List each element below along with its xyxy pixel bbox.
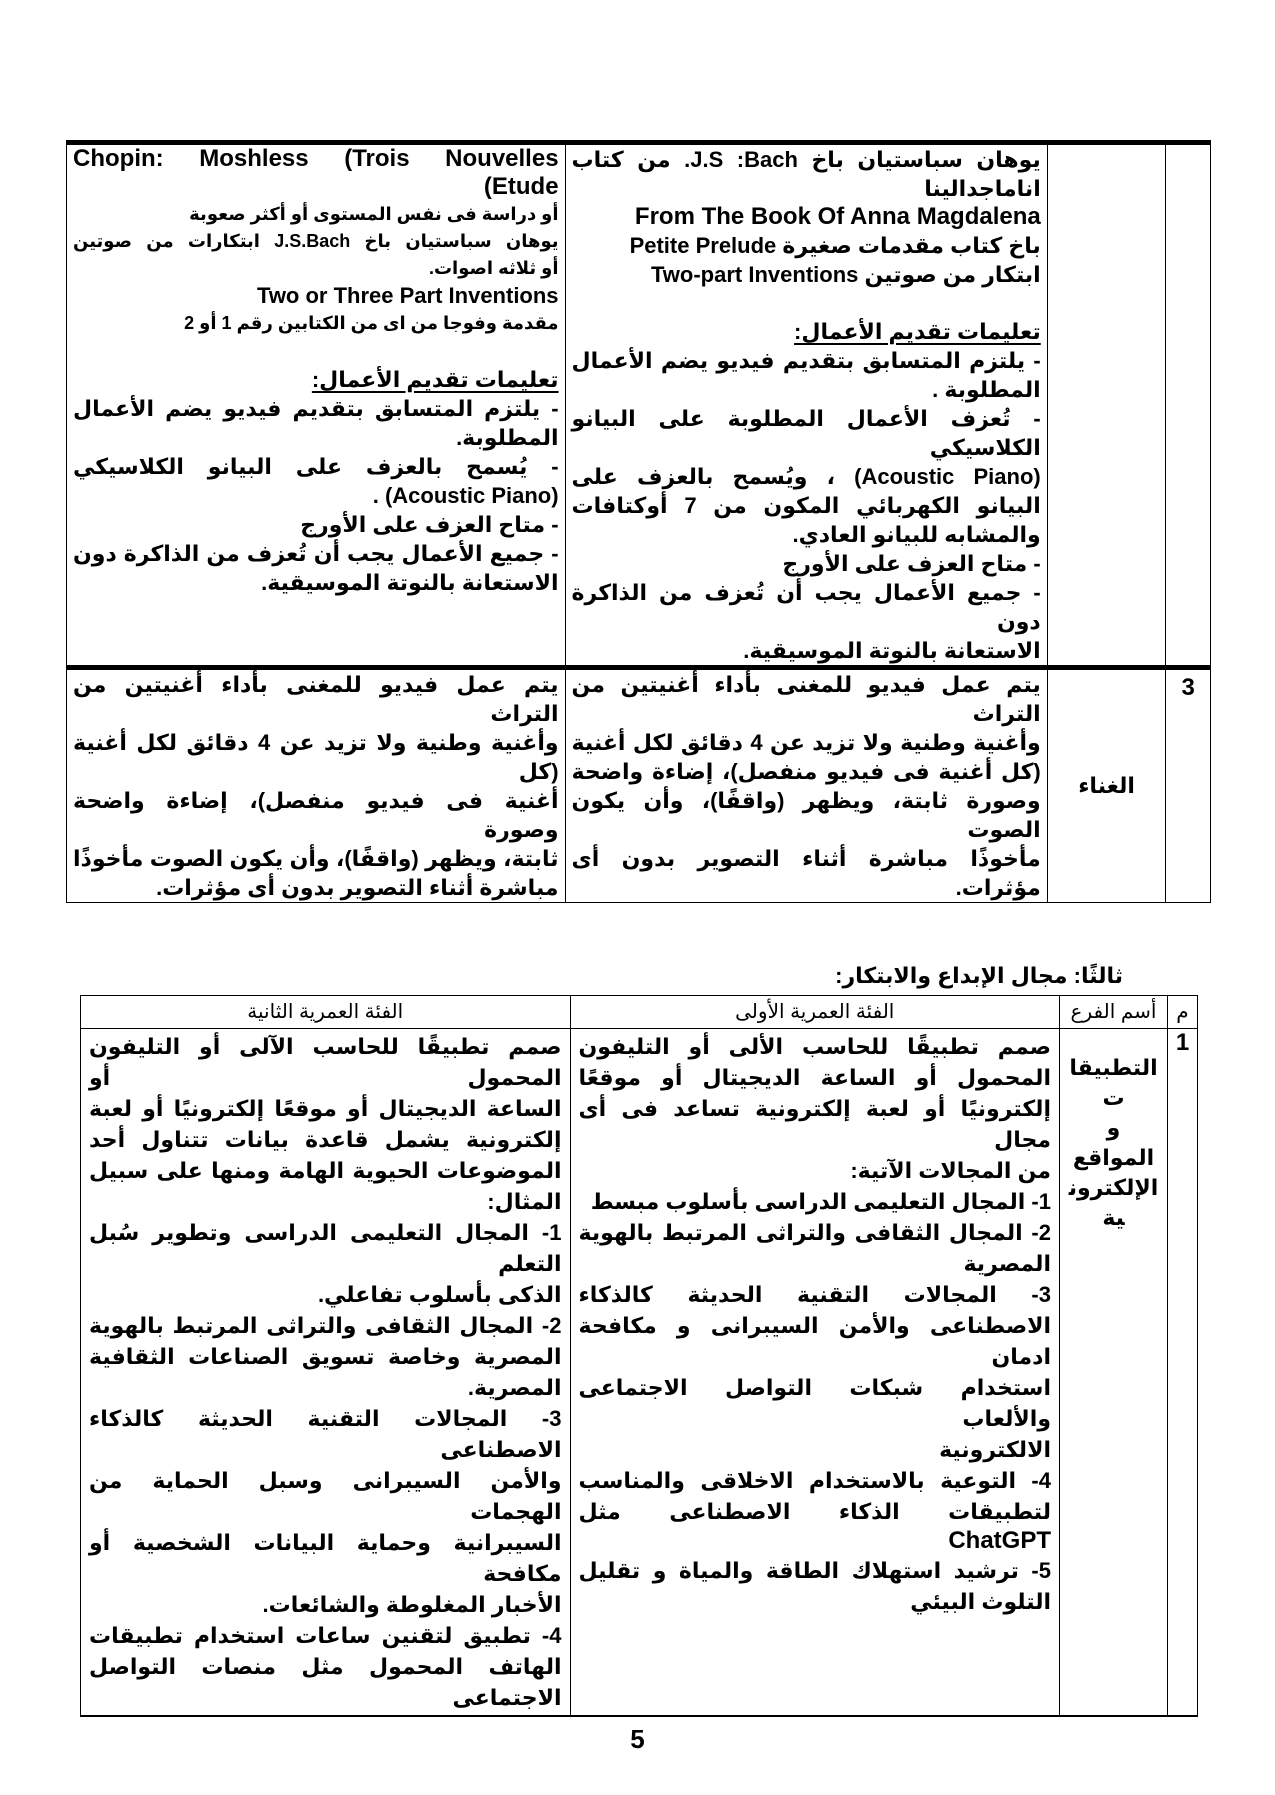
bullet-line: - يلتزم المتسابق بتقديم فيديو يضم الأعمال: [571, 348, 1041, 373]
text-line: الهاتف المحمول مثل منصات التواصل الاجتماعى: [89, 1654, 562, 1710]
bullet-line: (Acoustic Piano) ، ويُسمح بالعزف على: [571, 464, 1041, 489]
text-line: مقدمة وفوجا من اى من الكتابين رقم 1 أو 2: [184, 313, 559, 333]
instructions-heading: تعليمات تقديم الأعمال:: [311, 367, 559, 392]
bullet-line: - جميع الأعمال يجب أن تُعزف من الذاكرة دون: [571, 580, 1041, 634]
bullet-line: (Acoustic Piano) .: [372, 483, 559, 508]
section-heading: ثالثًا: مجال الإبداع والابتكار:: [835, 963, 1123, 988]
text-line: 2- المجال الثقافى والتراثى المرتبط بالهوية: [578, 1220, 1051, 1245]
second-age-group-cell: [67, 668, 566, 903]
text-line: صمم تطبيقًا للحاسب الآلى أو التليفون المحمول أو: [89, 1034, 562, 1090]
text-line: مأخوذًا مباشرة أثناء التصوير بدون أى مؤثرات.: [571, 846, 1041, 900]
table-row-piano: [67, 143, 1211, 668]
first-age-group-cell: [565, 143, 1047, 668]
bullet-line: الاستعانة بالنوتة الموسيقية.: [743, 638, 1041, 663]
text-line: وصورة ثابتة، ويظهر (واقفًا)، وأن يكون الصوت: [571, 788, 1041, 842]
branch-name: [1060, 1029, 1168, 1717]
branch-cell: [1047, 143, 1166, 668]
bullet-line: - تُعزف الأعمال المطلوبة على البيانو الكلاسيكي: [571, 406, 1041, 460]
text-line: 5- ترشيد استهلاك الطاقة والمياة و تقليل: [578, 1558, 1051, 1583]
text-line: المثال:: [487, 1189, 562, 1214]
text-line: يوهان سباستيان باخ J.S :Bach. من كتاب: [571, 147, 1041, 172]
header-second-age-group: الفئة العمرية الثانية: [81, 996, 571, 1029]
bullet-line: والمشابه للبيانو العادي.: [792, 522, 1041, 547]
instructions-heading: تعليمات تقديم الأعمال:: [794, 319, 1041, 344]
header-first-age-group: الفئة العمرية الأولى: [570, 996, 1060, 1029]
second-age-group-cell: [67, 143, 566, 668]
bullet-line: الاستعانة بالنوتة الموسيقية.: [261, 570, 559, 595]
text-line: وأغنية وطنية ولا تزيد عن 4 دقائق لكل أغنية (كل: [73, 730, 559, 784]
branch-line: و: [1106, 1115, 1121, 1140]
text-line: الأخبار المغلوطة والشائعات.: [262, 1592, 562, 1617]
text-line: الذكى بأسلوب تفاعلي.: [317, 1282, 562, 1307]
bullet-line: - يلتزم المتسابق بتقديم فيديو يضم الأعمال: [73, 396, 559, 421]
text-line: صمم تطبيقًا للحاسب الألى أو التليفون: [578, 1034, 1051, 1059]
text-line: السيبرانية وحماية البيانات الشخصية أو مكافحة: [89, 1530, 562, 1586]
text-line: وأغنية وطنية ولا تزيد عن 4 دقائق لكل أغنية: [571, 730, 1041, 755]
bullet-line: المطلوبة.: [456, 425, 559, 450]
branch-line: التطبيقات: [1069, 1055, 1158, 1110]
text-line: يوهان سباستيان باخ J.S.Bach ابتكارات من صوتين: [73, 231, 559, 251]
text-line: الساعة الديجيتال أو موقعًا إلكترونيًا أو لعبة: [89, 1096, 562, 1121]
text-line: أغنية فى فيديو منفصل)، إضاءة واضحة وصورة: [73, 788, 559, 842]
text-line: 2- المجال الثقافى والتراثى المرتبط بالهوية: [89, 1313, 562, 1338]
text-line: الالكترونية: [939, 1437, 1051, 1462]
book-title: From The Book Of Anna Magdalena: [634, 203, 1041, 230]
text-line: المصرية وخاصة تسويق الصناعات الثقافية: [89, 1344, 562, 1369]
bullet-line: - متاح العزف على الأورج: [300, 512, 559, 537]
branch-name: الغناء: [1047, 668, 1166, 903]
bullet-line: المطلوبة .: [932, 377, 1041, 402]
text-line: المصرية.: [467, 1375, 562, 1400]
text-line: ChatGPT: [948, 1527, 1051, 1554]
row-number-cell: [1166, 143, 1211, 668]
text-line: ابتكار من صوتين Two-part Inventions: [651, 262, 1041, 287]
header-branch: أسم الفرع: [1060, 996, 1168, 1029]
text-line: والأمن السيبرانى وسبل الحماية من الهجمات: [89, 1468, 562, 1524]
row-number: 3: [1166, 668, 1211, 903]
text-line: أو ثلاثه اصوات.: [428, 258, 559, 278]
bullet-line: - جميع الأعمال يجب أن تُعزف من الذاكرة دون: [73, 541, 559, 566]
text-line: مباشرة أثناء التصوير بدون أى مؤثرات.: [156, 875, 559, 900]
text-line: 1- المجال التعليمى الدراسى بأسلوب مبسط: [590, 1189, 1051, 1214]
text-line: يتم عمل فيديو للمغنى بأداء أغنيتين من التراث: [571, 672, 1041, 726]
text-line: التلوث البيئي: [910, 1589, 1051, 1614]
text-line: المحمول أو الساعة الديجيتال أو موقعًا: [578, 1065, 1051, 1090]
competition-table-innovation: [80, 995, 1198, 1717]
inventions-title: Two or Three Part Inventions: [257, 283, 559, 308]
text-line: استخدام شبكات التواصل الاجتماعى والألعاب: [578, 1375, 1051, 1431]
bullet-line: البيانو الكهربائي المكون من 7 أوكتافات: [571, 493, 1041, 518]
text-line: الاصطناعى والأمن السيبرانى و مكافحة ادمان: [578, 1313, 1051, 1369]
branch-line: الإلكترونية: [1068, 1175, 1159, 1230]
text-line: إلكترونية يشمل قاعدة بيانات تتناول أحد: [89, 1127, 562, 1152]
text-line: 1- المجال التعليمى الدراسى وتطوير سُبل التعلم: [89, 1220, 562, 1276]
text-line: ثابتة، ويظهر (واقفًا)، وأن يكون الصوت مأخوذًا: [73, 846, 559, 871]
bullet-line: - متاح العزف على الأورج: [782, 551, 1041, 576]
table-row-apps: [81, 1029, 1198, 1717]
second-age-group-cell: [81, 1029, 571, 1717]
text-line: من المجالات الآتية:: [850, 1158, 1051, 1183]
text-line: أو دراسة فى نفس المستوى أو أكثر صعوبة: [189, 204, 559, 224]
text-line: المصرية: [963, 1251, 1051, 1276]
first-age-group-cell: [570, 1029, 1060, 1717]
text-line: (كل أغنية فى فيديو منفصل)، إضاءة واضحة: [571, 759, 1041, 784]
text-line: الموضوعات الحيوية الهامة ومنها على سبيل: [89, 1158, 562, 1183]
table-header-row: [81, 996, 1198, 1029]
page-number: 5: [630, 1724, 645, 1754]
branch-line: المواقع: [1072, 1145, 1155, 1170]
text-line: 3- المجالات التقنية الحديثة كالذكاء: [578, 1282, 1051, 1307]
text-line: 4- تطبيق لتقنين ساعات استخدام تطبيقات: [89, 1623, 562, 1648]
text-line: باخ كتاب مقدمات صغيرة Petite Prelude: [629, 233, 1041, 258]
text-line: لتطبيقات الذكاء الاصطناعى مثل: [578, 1499, 1051, 1524]
text-line: يتم عمل فيديو للمغنى بأداء أغنيتين من التراث: [73, 672, 559, 726]
table-row-singing: [67, 668, 1211, 903]
first-age-group-cell: [565, 668, 1047, 903]
header-number: م: [1168, 996, 1198, 1029]
text-line: اناماجدالينا: [924, 176, 1041, 201]
text-line: 3- المجالات التقنية الحديثة كالذكاء الاصطناعى: [89, 1406, 562, 1462]
row-number: 1: [1168, 1029, 1198, 1717]
piece-title-cont: Etude): [483, 173, 559, 200]
competition-table-music: [66, 140, 1211, 903]
bullet-line: - يُسمح بالعزف على البيانو الكلاسيكي: [73, 454, 559, 479]
text-line: إلكترونيًا أو لعبة إلكترونية تساعد فى أى مجال: [578, 1096, 1051, 1152]
piece-title: Chopin: Moshless (Trois Nouvelles: [73, 145, 559, 172]
text-line: 4- التوعية بالاستخدام الاخلاقى والمناسب: [578, 1468, 1051, 1493]
